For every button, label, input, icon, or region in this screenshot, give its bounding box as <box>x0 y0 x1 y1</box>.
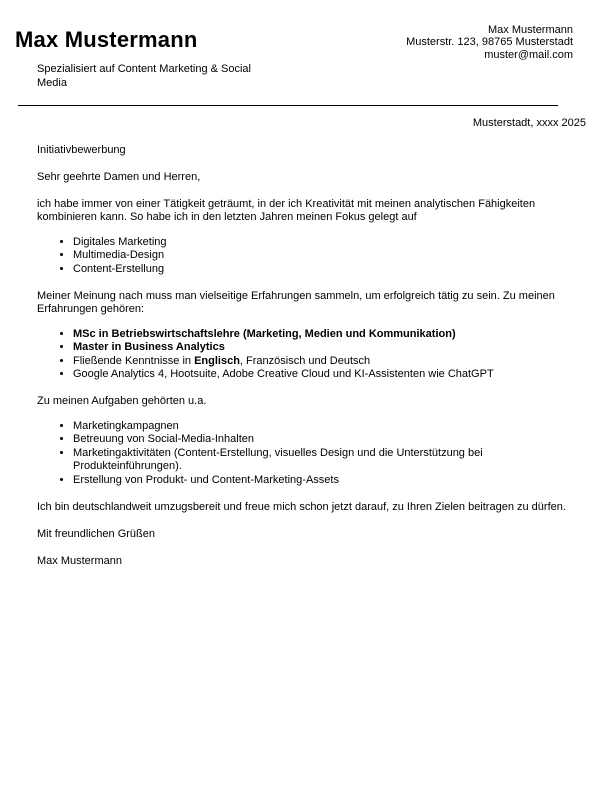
list-item <box>73 341 583 355</box>
list-item: • Betreuung von Social-Media-Inhalten <box>73 433 583 447</box>
experience-paragraph: Meiner Meinung nach muss man vielseitige Erfahrungen sammeln, um erfolgreich tätig zu sein. Zu meinen Erfahrungen gehören: <box>37 289 555 315</box>
list-item: • Digitales Marketing <box>73 236 583 250</box>
list-item <box>73 355 583 369</box>
tasks-list <box>37 420 583 488</box>
subject-line: Initiativbewerbung <box>37 143 126 156</box>
list-item: • Erstellung von Produkt- und Content-Marketing-Assets <box>73 474 583 488</box>
signoff: Mit freundlichen Grüßen <box>37 527 155 540</box>
contact-name: Max Mustermann <box>488 24 573 36</box>
closing-paragraph: Ich bin deutschlandweit umzugsbereit und freue mich schon jetzt darauf, zu Ihren Zielen beitragen zu dürfen. <box>37 500 566 513</box>
header-divider <box>18 105 558 106</box>
tasks-paragraph: Zu meinen Aufgaben gehörten u.a. <box>37 395 207 407</box>
experience-item-bold: Master in Business Analytics <box>73 341 225 353</box>
date-line: Musterstadt, xxxx 2025 <box>472 117 586 129</box>
experience-item-suffix: , Französisch und Deutsch <box>239 354 371 367</box>
list-item <box>73 328 583 342</box>
list-item: • Marketingkampagnen <box>73 420 583 434</box>
experience-item-bold: MSc in Betriebswirtschaftslehre (Marketing, Medien und Kommunikation) <box>73 327 456 340</box>
contact-email: muster@mail.com <box>484 48 573 61</box>
list-item: • Multimedia-Design <box>73 249 583 263</box>
focus-list <box>37 236 583 277</box>
letter-header <box>0 0 607 90</box>
contact-block <box>406 24 573 61</box>
experience-item-bold: Englisch <box>194 354 240 367</box>
letter-body <box>37 144 583 569</box>
intro-paragraph: ich habe immer von einer Tätigkeit geträumt, in der ich Kreativität mit meinen analytischen Fähigkeiten kombinieren kann. So habe ich in den letzten Jahren meinen Fokus gelegt auf <box>37 197 536 223</box>
sender-name-heading: Max Mustermann <box>15 27 198 52</box>
list-item: • Marketingaktivitäten (Content-Erstellung, visuelles Design und die Unterstützung bei Produkteinführungen). <box>73 447 583 474</box>
salutation: Sehr geehrte Damen und Herren, <box>37 170 201 183</box>
experience-item-prefix: Fließende Kenntnisse in <box>73 354 195 367</box>
contact-address: Musterstr. 123, 98765 Musterstadt <box>406 36 573 49</box>
list-item: • Content-Erstellung <box>73 263 583 277</box>
signature-name: Max Mustermann <box>37 554 122 567</box>
experience-list <box>37 328 583 382</box>
sender-tagline: Spezialisiert auf Content Marketing & Social Media <box>37 63 251 89</box>
list-item: • Google Analytics 4, Hootsuite, Adobe Creative Cloud und KI-Assistenten wie ChatGPT <box>73 368 583 382</box>
